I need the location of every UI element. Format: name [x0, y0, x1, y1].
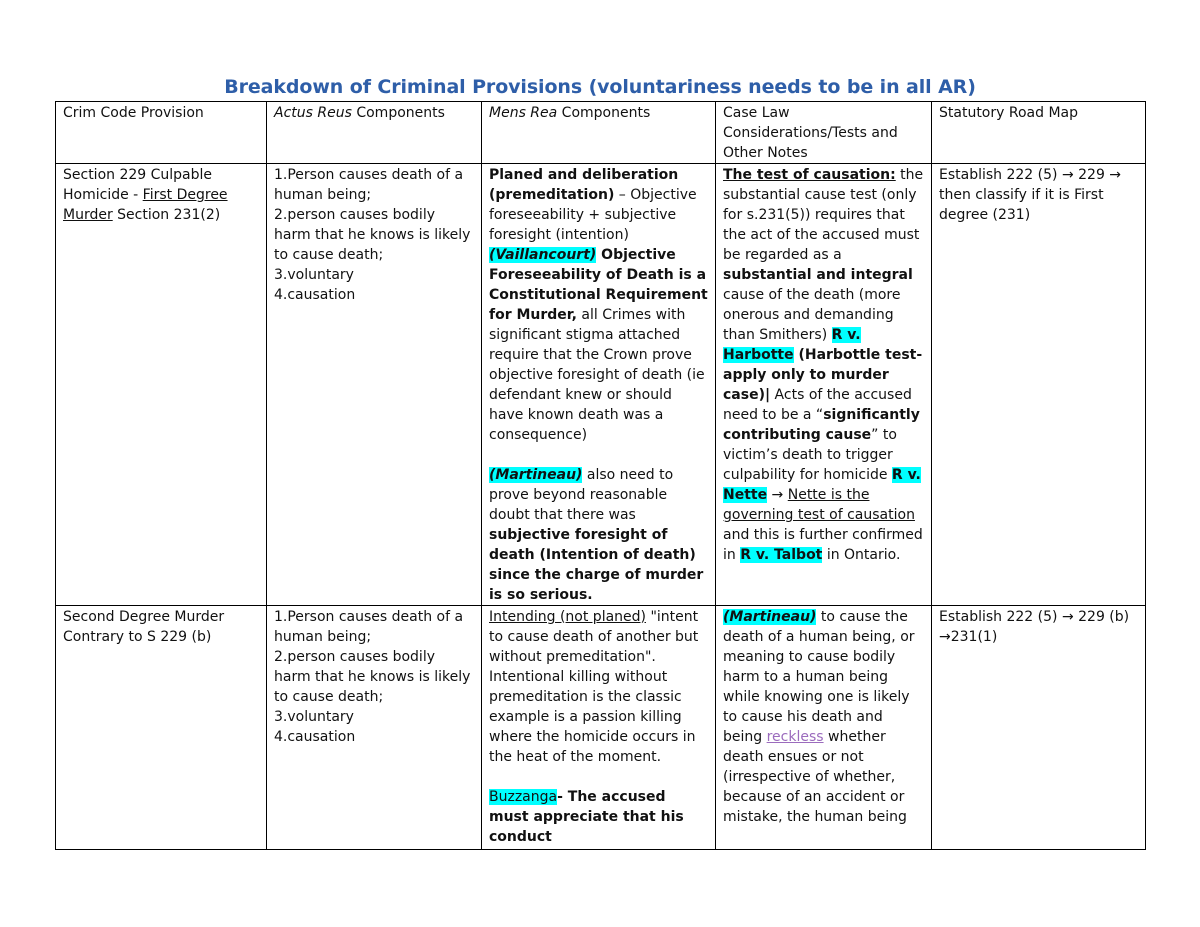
case-citation: (Martineau)	[723, 609, 817, 625]
header-label-italic: Actus Reus	[274, 105, 352, 121]
header-actus-reus	[267, 102, 482, 164]
mens-bold-text: Planed and deliberation (premeditation)	[489, 167, 679, 203]
case-text: Acts of the accused need to be a “	[723, 387, 912, 423]
case-citation: (Martineau)	[489, 467, 583, 483]
text-cursor: |	[764, 387, 771, 403]
header-label: Case Law Considerations/Tests and Other Notes	[723, 105, 898, 161]
header-statutory-road-map	[932, 102, 1146, 164]
provision-section: Section 231(2)	[112, 207, 221, 223]
header-label: Components	[557, 105, 651, 121]
cell-case-law	[716, 164, 932, 606]
provision-text: Section 229 Culpable Homicide -	[63, 167, 213, 203]
actus-item: 4.causation	[274, 287, 356, 303]
mens-bold-text: Objective Foreseeability of Death is a Constitutional Requirement for Murder,	[489, 247, 708, 323]
mens-paragraph	[489, 465, 709, 605]
cell-mens-rea	[482, 606, 716, 850]
header-label: Crim Code Provision	[63, 105, 204, 121]
case-bold-text: significantly contributing cause	[723, 407, 920, 443]
mens-text: – Objective foreseeability + subjective foresight (intention)	[489, 187, 697, 243]
mens-bold-text: - The accused must appreciate that his conduct	[489, 789, 684, 845]
header-label-italic: Mens Rea	[489, 105, 558, 121]
actus-item: 2.person causes bodily harm that he knows is likely to cause death;	[274, 649, 471, 705]
case-citation: R v. Harbotte	[723, 327, 861, 363]
table-row-second-degree	[56, 606, 1146, 850]
paragraph-gap	[489, 445, 709, 465]
case-text: whether death ensues or not (irrespective of whether, because of an accident or mistake, the human being	[723, 729, 907, 825]
mens-bold-text: subjective foresight of death (Intention of death) since the charge of murder is so serious.	[489, 527, 704, 603]
case-underlined-text: Nette is the governing test of causation	[723, 487, 915, 523]
road-map-text: Establish 222 (5) → 229 → then classify if it is First degree (231)	[939, 167, 1122, 223]
cell-provision	[56, 606, 267, 850]
page-title: Breakdown of Criminal Provisions (voluntariness needs to be in all AR)	[224, 76, 976, 98]
case-citation: Buzzanga	[489, 789, 558, 805]
case-text: and this is further confirmed in	[723, 527, 923, 563]
mens-paragraph	[489, 787, 709, 847]
cell-actus-reus	[267, 164, 482, 606]
cell-road-map	[932, 606, 1146, 850]
header-crim-code-provision	[56, 102, 267, 164]
provision-text: Second Degree Murder Contrary to S 229 (b)	[63, 609, 225, 645]
table-header-row	[56, 102, 1146, 164]
provision-underlined: First Degree Murder	[63, 187, 228, 223]
header-label: Components	[351, 105, 445, 121]
mens-underlined-text: Intending (not planed)	[489, 609, 646, 625]
header-case-law	[716, 102, 932, 164]
header-mens-rea	[482, 102, 716, 164]
actus-item: 4.causation	[274, 729, 356, 745]
mens-paragraph	[489, 607, 709, 767]
case-citation: R v. Nette	[723, 467, 921, 503]
case-text: to cause the death of a human being, or meaning to cause bodily harm to a human being while knowing one is likely to cause his death and being	[723, 609, 915, 745]
case-text: cause of the death (more onerous and demanding than Smithers)	[723, 287, 901, 343]
provisions-table	[55, 101, 1146, 850]
actus-item: 2.person causes bodily harm that he knows is likely to cause death;	[274, 207, 471, 263]
road-map-text: Establish 222 (5) → 229 (b) →231(1)	[939, 609, 1130, 645]
arrow-icon: →	[767, 487, 788, 503]
mens-text: all Crimes with significant stigma attached require that the Crown prove objective foresight of death (ie defendant knew or should have known death was a consequence)	[489, 307, 705, 443]
reckless-link[interactable]: reckless	[766, 729, 824, 745]
case-bold-text: (Harbottle test- apply only to murder case)	[723, 347, 923, 403]
cell-road-map	[932, 164, 1146, 606]
actus-item: 3.voluntary	[274, 267, 354, 283]
mens-paragraph	[489, 165, 709, 445]
case-text: ” to victim’s death to trigger culpability for homicide	[723, 427, 897, 483]
case-citation: R v. Talbot	[740, 547, 823, 563]
case-text: in Ontario.	[822, 547, 901, 563]
cell-mens-rea	[482, 164, 716, 606]
cell-case-law	[716, 606, 932, 850]
case-bold-text: substantial and integral	[723, 267, 913, 283]
cell-actus-reus	[267, 606, 482, 850]
case-text: the substantial cause test (only for s.231(5)) requires that the act of the accused must be regarded as a	[723, 167, 924, 263]
mens-text: also need to prove beyond reasonable doubt that there was	[489, 467, 674, 523]
actus-item: 1.Person causes death of a human being;	[274, 167, 464, 203]
actus-item: 1.Person causes death of a human being;	[274, 609, 464, 645]
cell-provision	[56, 164, 267, 606]
table-row-first-degree	[56, 164, 1146, 606]
causation-heading: The test of causation:	[723, 167, 896, 183]
mens-text: "intent to cause death of another but without premeditation". Intentional killing without premeditation is the classic example is a passion killing where the homicide occurs in the heat of the moment.	[489, 609, 699, 765]
header-label: Statutory Road Map	[939, 105, 1078, 121]
case-citation: (Vaillancourt)	[489, 247, 597, 263]
actus-item: 3.voluntary	[274, 709, 354, 725]
paragraph-gap	[489, 767, 709, 787]
